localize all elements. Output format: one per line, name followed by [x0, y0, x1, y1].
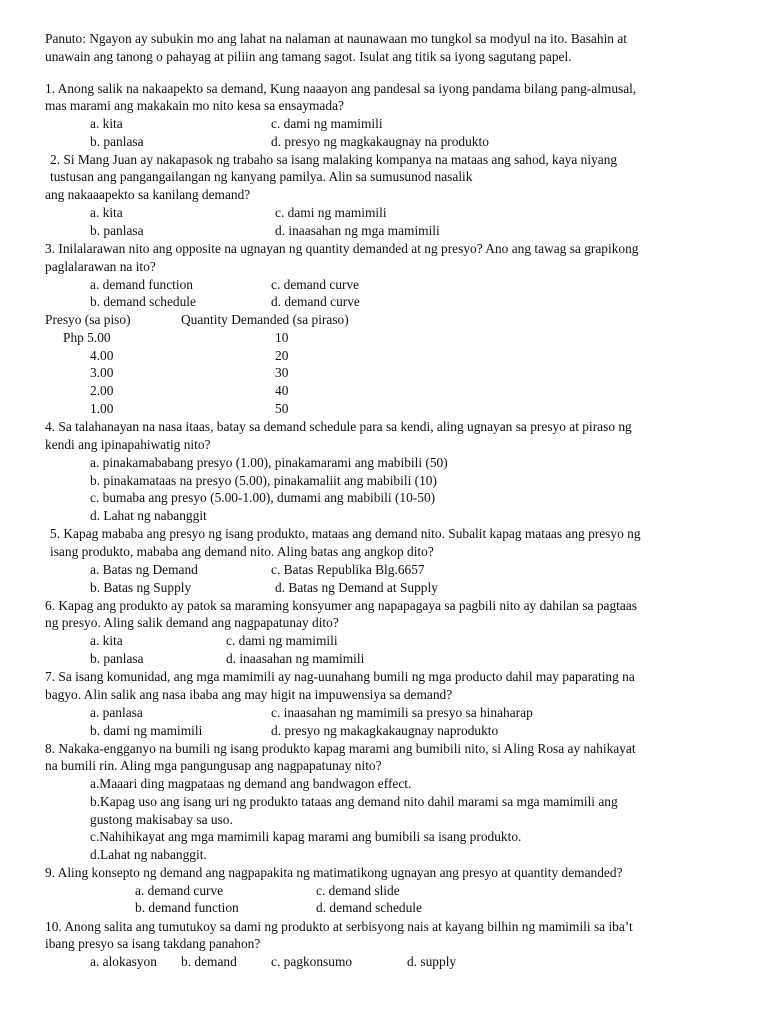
table-row-3-qty: 30 [275, 365, 289, 380]
q3-choice-c: c. demand curve [271, 277, 360, 292]
table-row-1-qty: 10 [275, 330, 289, 345]
q9-choice-b: b. demand function [135, 900, 239, 915]
q8-choice-b-line-2: gustong makisabay sa uso. [90, 812, 233, 827]
q3-choice-a: a. demand function [90, 277, 193, 292]
q5-choice-b: b. Batas ng Supply [90, 580, 192, 595]
q2-stem-line-3: ang nakaaapekto sa kanilang demand? [45, 187, 251, 202]
q4-choice-b: b. pinakamataas na presyo (5.00), pinakamaliit ang mabibili (10) [90, 473, 437, 488]
table-row-2-qty: 20 [275, 348, 289, 363]
q8-choice-a: a.Maaari ding magpataas ng demand ang bandwagon effect. [90, 776, 412, 791]
q10-choice-a: a. alokasyon [90, 954, 157, 969]
q2-choice-c: c. dami ng mamimili [275, 205, 387, 220]
q9-choice-a: a. demand curve [135, 883, 224, 898]
q9-choice-d: d. demand schedule [316, 900, 422, 915]
table-row-5-qty: 50 [275, 401, 289, 416]
q6-choice-a: a. kita [90, 633, 123, 648]
q8-choice-b-line-1: b.Kapag uso ang isang uri ng produkto tataas ang demand nito dahil marami sa mga mamimili ang [90, 794, 618, 809]
q6-choice-b: b. panlasa [90, 651, 144, 666]
q7-choice-a: a. panlasa [90, 705, 143, 720]
q3-stem-line-1: 3. Inilalarawan nito ang opposite na ugnayan ng quantity demanded at ng presyo? Ano ang tawag sa grapikong [45, 241, 639, 256]
q5-stem-line-2: isang produkto, mababa ang demand nito. Aling batas ang angkop dito? [50, 544, 434, 559]
table-row-4-qty: 40 [275, 383, 289, 398]
q5-stem-line-1: 5. Kapag mababa ang presyo ng isang produkto, mataas ang demand nito. Subalit kapag mataas ang presyo ng [50, 526, 641, 541]
q6-stem-line-2: ng presyo. Aling salik demand ang nagpapatunay dito? [45, 615, 339, 630]
q8-stem-line-2: na bumili rin. Aling mga pangungusap ang nagpapatunay nito? [45, 758, 382, 773]
q4-choice-c: c. bumaba ang presyo (5.00-1.00), dumami ang mabibili (10-50) [90, 490, 436, 505]
table-header-price: Presyo (sa piso) [45, 312, 131, 327]
q1-stem-line-2: mas marami ang makakain mo nito kesa sa ensaymada? [45, 98, 344, 113]
q10-stem-line-1: 10. Anong salita ang tumutukoy sa dami ng produkto at serbisyong nais at kayang bilhin ng mamimili sa iba’t [45, 919, 633, 934]
q5-choice-c: c. Batas Republika Blg.6657 [271, 562, 425, 577]
q9-choice-c: c. demand slide [316, 883, 400, 898]
table-row-3-price: 3.00 [90, 365, 114, 380]
q7-choice-c: c. inaasahan ng mamimili sa presyo sa hinaharap [271, 705, 533, 720]
instructions-line-2: unawain ang tanong o pahayag at piliin ang tamang sagot. Isulat ang titik sa iyong sagutang papel. [45, 49, 572, 64]
q1-choice-d: d. presyo ng magkakaugnay na produkto [271, 134, 489, 149]
q6-choice-c: c. dami ng mamimili [226, 633, 338, 648]
q2-stem-line-2: tustusan ang pangangailangan ng kanyang pamilya. Alin sa sumusunod nasalik [50, 169, 473, 184]
q8-choice-d: d.Lahat ng nabanggit. [90, 847, 207, 862]
q2-stem-line-1: 2. Si Mang Juan ay nakapasok ng trabaho sa isang malaking kompanya na mataas ang sahod, kaya niyang [50, 152, 618, 167]
q10-stem-line-2: ibang presyo sa isang takdang panahon? [45, 936, 261, 951]
q7-stem-line-1: 7. Sa isang komunidad, ang mga mamimili ay nag-uunahang bumili ng mga producto dahil may paparating na [45, 669, 635, 684]
q5-choice-a: a. Batas ng Demand [90, 562, 198, 577]
table-row-2-price: 4.00 [90, 348, 114, 363]
q10-choice-b: b. demand [181, 954, 237, 969]
q4-stem-line-1: 4. Sa talahanayan na nasa itaas, batay sa demand schedule para sa kendi, aling ugnayan sa presyo at piraso ng [45, 419, 632, 434]
q4-choice-a: a. pinakamababang presyo (1.00), pinakamarami ang mabibili (50) [90, 455, 448, 470]
q2-choice-d: d. inaasahan ng mga mamimili [275, 223, 440, 238]
instructions-line-1: Panuto: Ngayon ay subukin mo ang lahat na nalaman at naunawaan mo tungkol sa modyul na ito. Basahin at [45, 31, 627, 46]
q7-stem-line-2: bagyo. Alin salik ang nasa ibaba ang may higit na impuwensiya sa demand? [45, 687, 453, 702]
q5-choice-d: d. Batas ng Demand at Supply [275, 580, 438, 595]
q1-choice-b: b. panlasa [90, 134, 144, 149]
q10-choice-d: d. supply [407, 954, 457, 969]
q2-choice-a: a. kita [90, 205, 123, 220]
q2-choice-b: b. panlasa [90, 223, 144, 238]
q9-stem: 9. Aling konsepto ng demand ang nagpapakita ng matimatikong ugnayan ang presyo at quantity demanded? [45, 865, 623, 880]
q6-choice-d: d. inaasahan ng mamimili [226, 651, 365, 666]
q7-choice-b: b. dami ng mamimili [90, 723, 203, 738]
q3-stem-line-2: paglalarawan na ito? [45, 259, 156, 274]
table-row-1-price: Php 5.00 [63, 330, 111, 345]
q3-choice-b: b. demand schedule [90, 294, 196, 309]
table-row-5-price: 1.00 [90, 401, 114, 416]
q7-choice-d: d. presyo ng makagkakaugnay naprodukto [271, 723, 499, 738]
table-header-quantity: Quantity Demanded (sa piraso) [181, 312, 349, 327]
q1-choice-a: a. kita [90, 116, 123, 131]
q8-choice-c: c.Nahihikayat ang mga mamimili kapag marami ang bumibili sa isang produkto. [90, 829, 522, 844]
table-row-4-price: 2.00 [90, 383, 114, 398]
q4-choice-d: d. Lahat ng nabanggit [90, 508, 207, 523]
q8-stem-line-1: 8. Nakaka-engganyo na bumili ng isang produkto kapag marami ang bumibili nito, si Aling Rosa ay nahikayat [45, 741, 636, 756]
q1-stem-line-1: 1. Anong salik na nakaapekto sa demand, Kung naaayon ang pandesal sa iyong pandama bilang pang-almusal, [45, 81, 637, 96]
q10-choice-c: c. pagkonsumo [271, 954, 353, 969]
q4-stem-line-2: kendi ang ipinapahiwatig nito? [45, 437, 211, 452]
q3-choice-d: d. demand curve [271, 294, 360, 309]
q6-stem-line-1: 6. Kapag ang produkto ay patok sa maraming konsyumer ang napapagaya sa pagbili nito ay dahilan sa pagtaas [45, 598, 637, 613]
q1-choice-c: c. dami ng mamimili [271, 116, 383, 131]
